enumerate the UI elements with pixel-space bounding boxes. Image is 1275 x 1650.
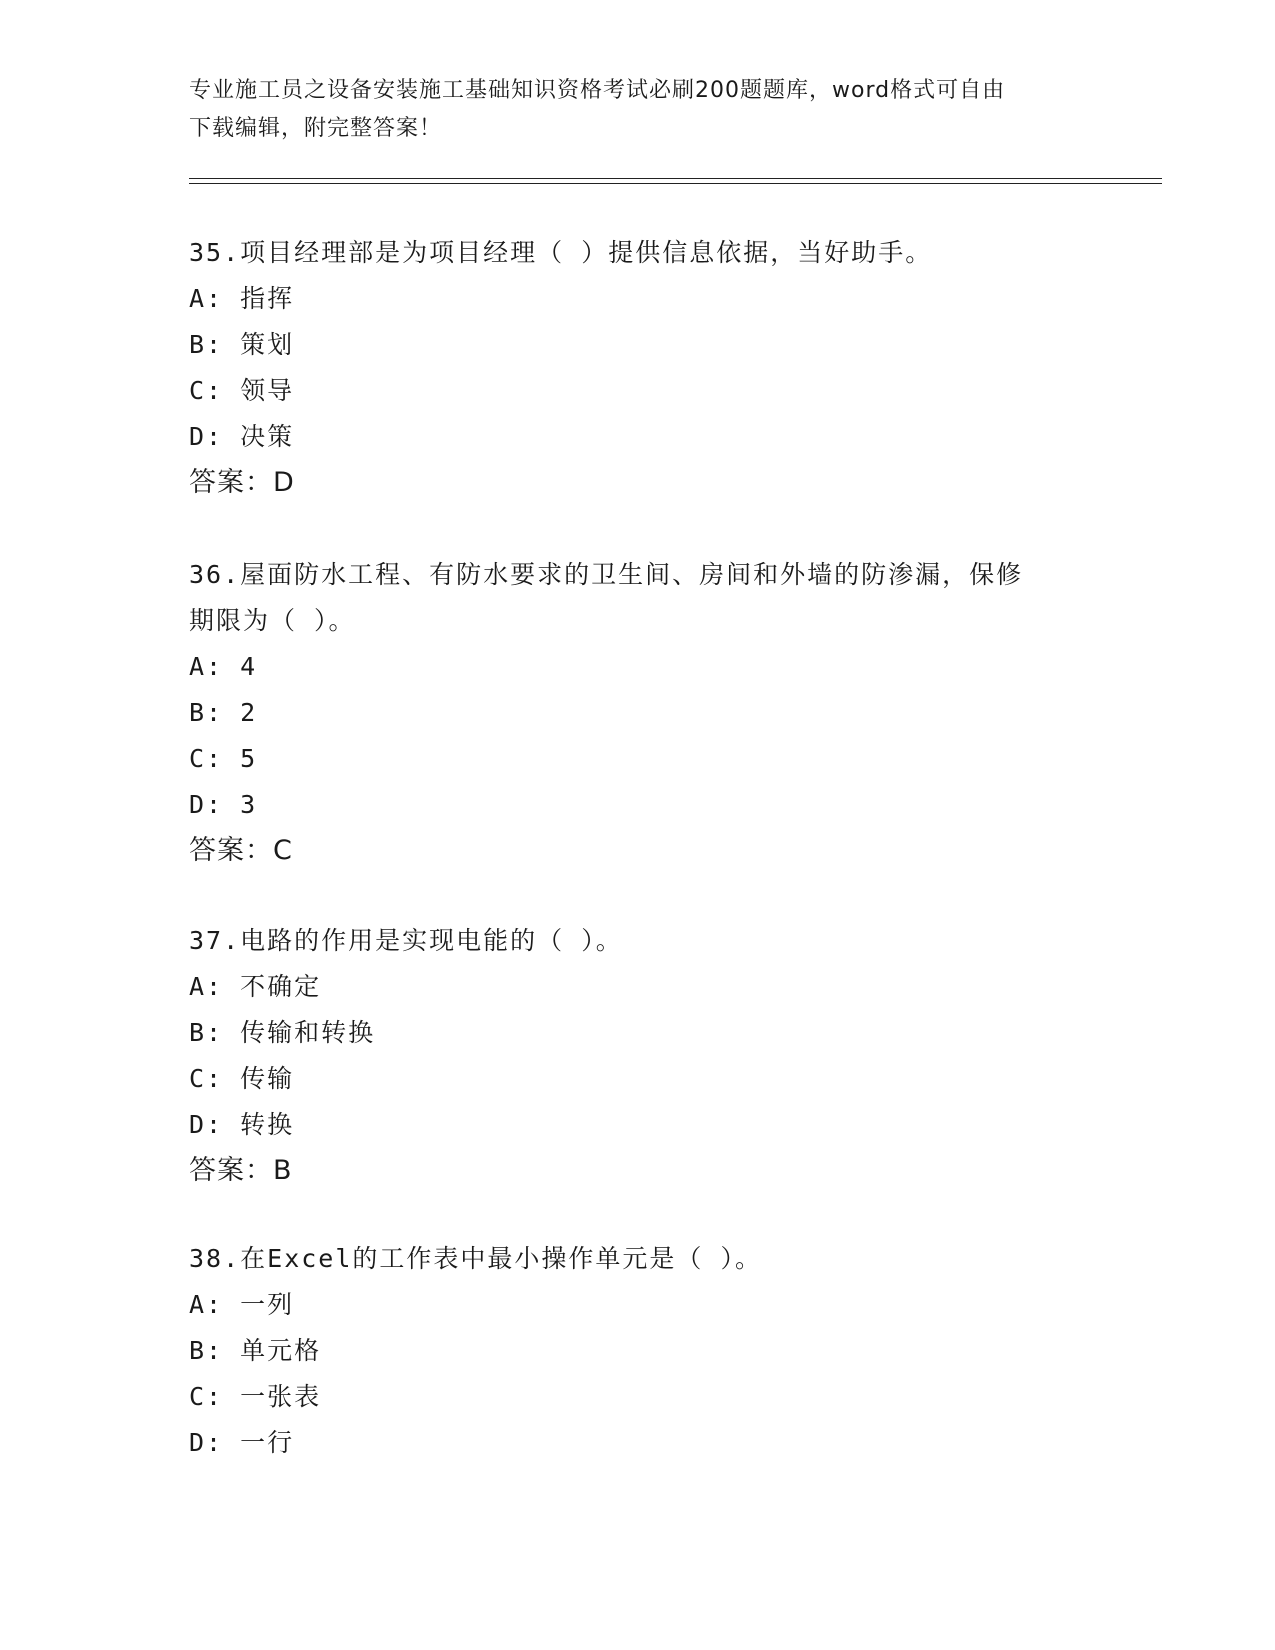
header-line-2: 下载编辑，附完整答案！ (189, 116, 443, 141)
document-header (189, 72, 1089, 148)
question-stem: 35.项目经理部是为项目经理（ ）提供信息依据，当好助手。 (189, 238, 933, 267)
question-37 (189, 918, 1089, 1194)
question-stem-line-2: 期限为（ ）。 (189, 606, 356, 635)
question-36 (189, 552, 1089, 874)
option-c: C: 领导 (189, 376, 295, 405)
option-b: B: 传输和转换 (189, 1018, 376, 1047)
header-line-1: 专业施工员之设备安装施工基础知识资格考试必刷200题题库，word格式可自由 (189, 78, 1006, 103)
answer-text: 答案：D (189, 467, 295, 498)
option-b: B: 2 (189, 698, 258, 727)
header-divider-top (189, 178, 1162, 179)
question-35 (189, 230, 1089, 506)
option-a: A: 不确定 (189, 972, 322, 1001)
option-a: A: 指挥 (189, 284, 295, 313)
answer-text: 答案：C (189, 835, 293, 866)
option-a: A: 4 (189, 652, 258, 681)
option-d: D: 转换 (189, 1110, 295, 1139)
option-a: A: 一列 (189, 1290, 295, 1319)
option-c: C: 一张表 (189, 1382, 322, 1411)
option-b: B: 单元格 (189, 1336, 322, 1365)
header-divider-bottom (189, 183, 1162, 184)
question-stem-line-1: 36.屋面防水工程、有防水要求的卫生间、房间和外墙的防渗漏，保修 (189, 560, 1024, 589)
question-stem: 37.电路的作用是实现电能的（ ）。 (189, 926, 623, 955)
question-stem: 38.在Excel的工作表中最小操作单元是（ ）。 (189, 1244, 762, 1273)
option-d: D: 决策 (189, 422, 295, 451)
answer-text: 答案：B (189, 1155, 293, 1186)
option-d: D: 3 (189, 790, 258, 819)
option-b: B: 策划 (189, 330, 295, 359)
option-d: D: 一行 (189, 1428, 295, 1457)
question-38 (189, 1236, 1089, 1466)
option-c: C: 5 (189, 744, 258, 773)
option-c: C: 传输 (189, 1064, 295, 1093)
